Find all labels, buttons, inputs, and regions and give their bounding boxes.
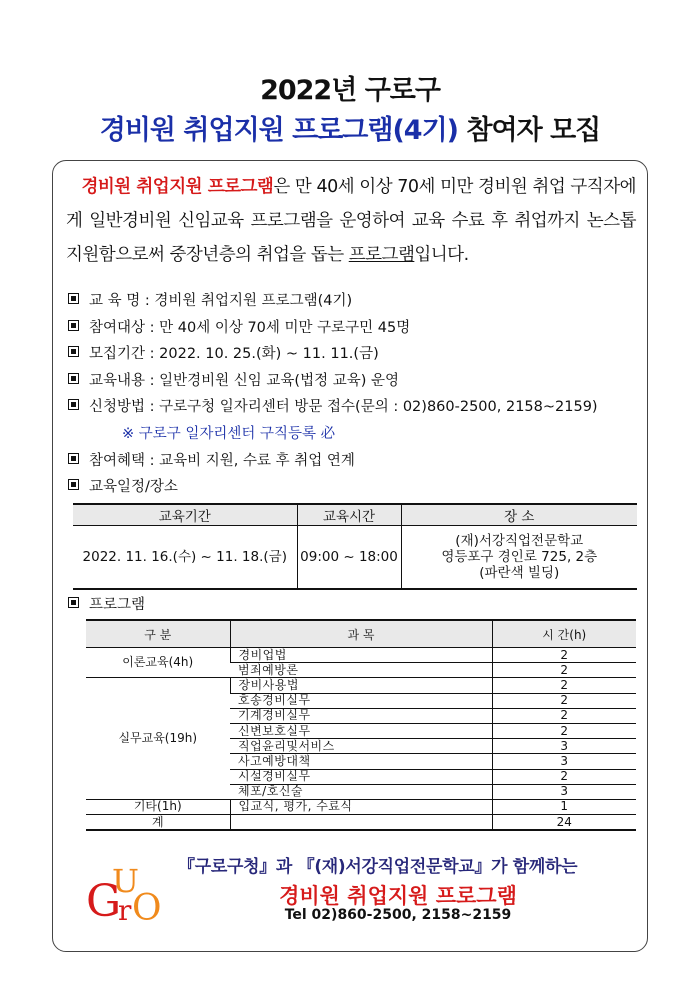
intro-text2: 입니다. (414, 245, 469, 265)
header-cell: 교육시간 (297, 504, 401, 526)
info-row: 신청방법 : 구로구청 일자리센터 방문 접수(문의 : 02)860-2500, 2158~2159) (68, 394, 648, 421)
table-row (86, 678, 636, 693)
header-cell: 시 간(h) (492, 620, 636, 648)
info-label: 교 육 명 (89, 293, 141, 309)
square-bullet-icon (68, 597, 79, 608)
schedule-period: 2022. 11. 16.(수) ~ 11. 18.(금) (73, 526, 297, 590)
program-heading-row (68, 592, 648, 619)
square-bullet-icon (68, 399, 79, 410)
table-row (86, 648, 636, 663)
info-row: 교 육 명 : 경비원 취업지원 프로그램(4기) (68, 288, 648, 315)
registration-note: ※ 구로구 일자리센터 구직등록 必 (122, 425, 336, 442)
info-label: 참여대상 (89, 319, 146, 336)
place-building: (파란색 빌딩) (479, 565, 560, 581)
logo-letter-o: O (132, 888, 162, 929)
logo-letter-r: r (118, 894, 132, 927)
hours-cell: 2 (492, 693, 636, 708)
course-cell: 경비업법 (230, 648, 492, 663)
title-program-name: 경비원 취업지원 프로그램(4기) (99, 115, 459, 146)
place-name: (재)서강직업전문학교 (455, 533, 584, 549)
square-bullet-icon (68, 453, 79, 464)
schedule-place (401, 526, 637, 590)
intro-highlight: 경비원 취업지원 프로그램 (81, 177, 274, 197)
schedule-heading-row (68, 474, 648, 501)
program-heading: 프로그램 (89, 597, 146, 613)
category-cell: 이론교육(4h) (86, 648, 230, 678)
title-suffix: 참여자 모집 (466, 115, 601, 146)
square-bullet-icon (68, 320, 79, 331)
footer-contact: Tel 02)860-2500, 2158~2159 (284, 907, 512, 923)
program-table (86, 619, 636, 831)
hours-cell: 3 (492, 754, 636, 769)
info-label: 모집기간 (89, 346, 146, 363)
hours-cell: 3 (492, 784, 636, 799)
course-cell: 직업윤리및서비스 (230, 739, 492, 754)
schedule-time: 09:00 ~ 18:00 (297, 526, 401, 590)
total-empty-cell (230, 815, 492, 831)
course-cell: 사고예방대책 (230, 754, 492, 769)
schedule-header-row (73, 504, 637, 526)
footer-partners: 『구로구청』과 『(재)서강직업전문학교』가 함께하는 (178, 857, 578, 877)
intro-text1: 은 만 40세 이상 70세 미만 경비원 취업 구직자에게 일반경비원 신임교육 프로그램을 운영하여 교육 수료 후 취업까지 논스톱 지원함으로써 중장년층의 취업을 돕는 (66, 177, 637, 265)
square-bullet-icon (68, 293, 79, 304)
info-value: 만 40세 이상 70세 미만 구로구민 45명 (159, 319, 411, 336)
info-value: 일반경비원 신임 교육(법정 교육) 운영 (159, 372, 399, 389)
hours-cell: 2 (492, 678, 636, 693)
hours-cell: 2 (492, 648, 636, 663)
square-bullet-icon (68, 373, 79, 384)
hours-cell: 2 (492, 723, 636, 738)
course-cell: 범죄예방론 (230, 663, 492, 678)
info-row: 참여혜택 : 교육비 지원, 수료 후 취업 연계 (68, 448, 648, 475)
square-bullet-icon (68, 346, 79, 357)
header-cell: 장 소 (401, 504, 637, 526)
course-cell: 기계경비실무 (230, 708, 492, 723)
course-cell: 체포/호신술 (230, 784, 492, 799)
course-cell: 호송경비실무 (230, 693, 492, 708)
info-label: 참여혜택 (89, 452, 146, 469)
info-row: 모집기간 : 2022. 10. 25.(화) ~ 11. 11.(금) (68, 341, 648, 368)
category-cell: 실무교육(19h) (86, 678, 230, 800)
course-cell: 입교식, 평가, 수료식 (230, 799, 492, 814)
table-row (86, 799, 636, 814)
info-row: 교육내용 : 일반경비원 신임 교육(법정 교육) 운영 (68, 368, 648, 395)
course-cell: 신변보호실무 (230, 723, 492, 738)
info-value: 교육비 지원, 수료 후 취업 연계 (159, 452, 355, 469)
footer-program-name: 경비원 취업지원 프로그램 (279, 884, 517, 908)
hours-cell: 1 (492, 799, 636, 814)
intro-underlined: 프로그램 (348, 245, 415, 265)
header-cell: 과 목 (230, 620, 492, 648)
guro-logo (84, 858, 162, 929)
intro-paragraph (66, 170, 636, 272)
info-label: 신청방법 (89, 399, 146, 416)
place-address: 영등포구 경인로 725, 2층 (441, 549, 598, 565)
info-row: 참여대상 : 만 40세 이상 70세 미만 구로구민 45명 (68, 315, 648, 342)
hours-cell: 2 (492, 708, 636, 723)
logo-letter-u: U (112, 862, 139, 900)
info-list (68, 288, 648, 501)
title-main (0, 108, 700, 147)
header-cell: 구 분 (86, 620, 230, 648)
schedule-table (73, 503, 637, 590)
hours-cell: 2 (492, 663, 636, 678)
title-year: 2022년 구로구 (260, 75, 440, 106)
program-header-row (86, 620, 636, 648)
schedule-row (73, 526, 637, 590)
header-cell: 교육기간 (73, 504, 297, 526)
info-value: 2022. 10. 25.(화) ~ 11. 11.(금) (159, 346, 379, 363)
total-label: 계 (86, 815, 230, 831)
logo-letter-g: G (86, 876, 122, 927)
info-value: 구로구청 일자리센터 방문 접수(문의 : 02)860-2500, 2158~2159) (159, 399, 598, 416)
hours-cell: 3 (492, 739, 636, 754)
total-row (86, 815, 636, 831)
program-heading-block (68, 592, 648, 619)
info-value: 경비원 취업지원 프로그램(4기) (154, 293, 353, 309)
info-label: 교육내용 (89, 372, 146, 389)
hours-cell: 2 (492, 769, 636, 784)
category-cell: 기타(1h) (86, 799, 230, 814)
square-bullet-icon (68, 479, 79, 490)
course-cell: 시설경비실무 (230, 769, 492, 784)
course-cell: 장비사용법 (230, 678, 492, 693)
schedule-heading: 교육일정/장소 (89, 479, 178, 496)
total-hours: 24 (492, 815, 636, 831)
